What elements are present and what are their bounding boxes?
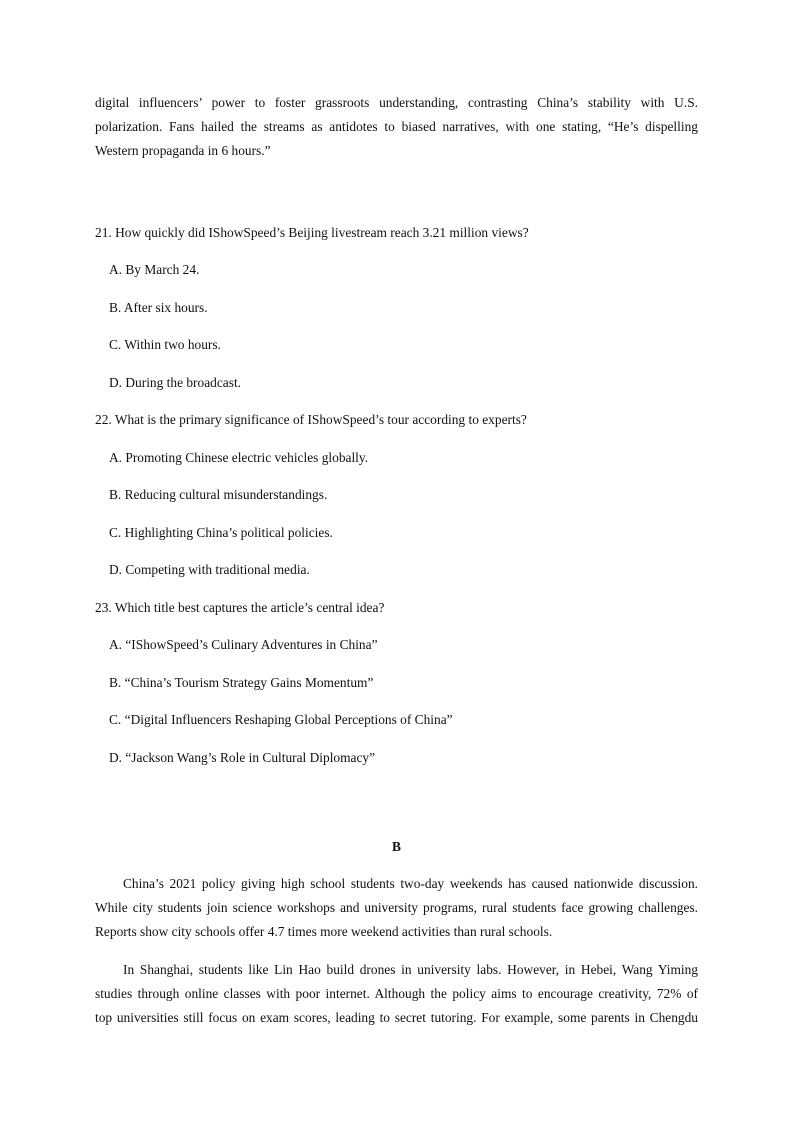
question-23-option-b[interactable]: B. “China’s Tourism Strategy Gains Momentum” — [109, 675, 374, 690]
question-22-option-d[interactable]: D. Competing with traditional media. — [109, 562, 310, 577]
section-b-p2-line-1: In Shanghai, students like Lin Hao build drones in university labs. However, in Hebei, Wang Yiming — [123, 962, 698, 977]
intro-line-3: Western propaganda in 6 hours.” — [95, 143, 271, 158]
section-b-title: B — [392, 839, 401, 854]
question-23-stem: 23. Which title best captures the article’s central idea? — [95, 600, 385, 615]
question-22-stem: 22. What is the primary significance of IShowSpeed’s tour according to experts? — [95, 412, 527, 427]
question-21-stem: 21. How quickly did IShowSpeed’s Beijing livestream reach 3.21 million views? — [95, 225, 529, 240]
section-b-paragraph-1 — [95, 872, 698, 944]
question-22-option-b[interactable]: B. Reducing cultural misunderstandings. — [109, 487, 328, 502]
question-23-option-a[interactable]: A. “IShowSpeed’s Culinary Adventures in China” — [109, 637, 378, 652]
section-b-p1-line-3: Reports show city schools offer 4.7 times more weekend activities than rural schools. — [95, 924, 553, 939]
question-21-option-d[interactable]: D. During the broadcast. — [109, 375, 242, 390]
section-b-p1-line-2: While city students join science workshops and university programs, rural students face growing challenges. — [95, 900, 698, 915]
question-23-option-d[interactable]: D. “Jackson Wang’s Role in Cultural Diplomacy” — [109, 750, 376, 765]
question-22-option-c[interactable]: C. Highlighting China’s political policies. — [109, 525, 333, 540]
intro-line-1: digital influencers’ power to foster grassroots understanding, contrasting China’s stability with U.S. — [95, 95, 698, 110]
intro-paragraph — [95, 91, 698, 163]
intro-line-2: polarization. Fans hailed the streams as antidotes to biased narratives, with one stating, “He’s dispelling — [95, 119, 698, 134]
question-21-option-c[interactable]: C. Within two hours. — [109, 337, 221, 352]
question-23-option-c[interactable]: C. “Digital Influencers Reshaping Global Perceptions of China” — [109, 712, 453, 727]
section-b-p1-line-1: China’s 2021 policy giving high school students two-day weekends has caused nationwide discussion. — [123, 876, 698, 891]
section-b-p2-line-2: studies through online classes with poor internet. Although the policy aims to encourage creativity, 72% of — [95, 986, 698, 1001]
question-21-option-b[interactable]: B. After six hours. — [109, 300, 208, 315]
document-page — [95, 0, 698, 1123]
question-22-option-a[interactable]: A. Promoting Chinese electric vehicles globally. — [109, 450, 369, 465]
section-b-paragraph-2 — [95, 958, 698, 1030]
section-b-p2-line-3: top universities still focus on exam scores, leading to secret tutoring. For example, some parents in Chengdu — [95, 1010, 698, 1025]
question-21-option-a[interactable]: A. By March 24. — [109, 262, 200, 277]
